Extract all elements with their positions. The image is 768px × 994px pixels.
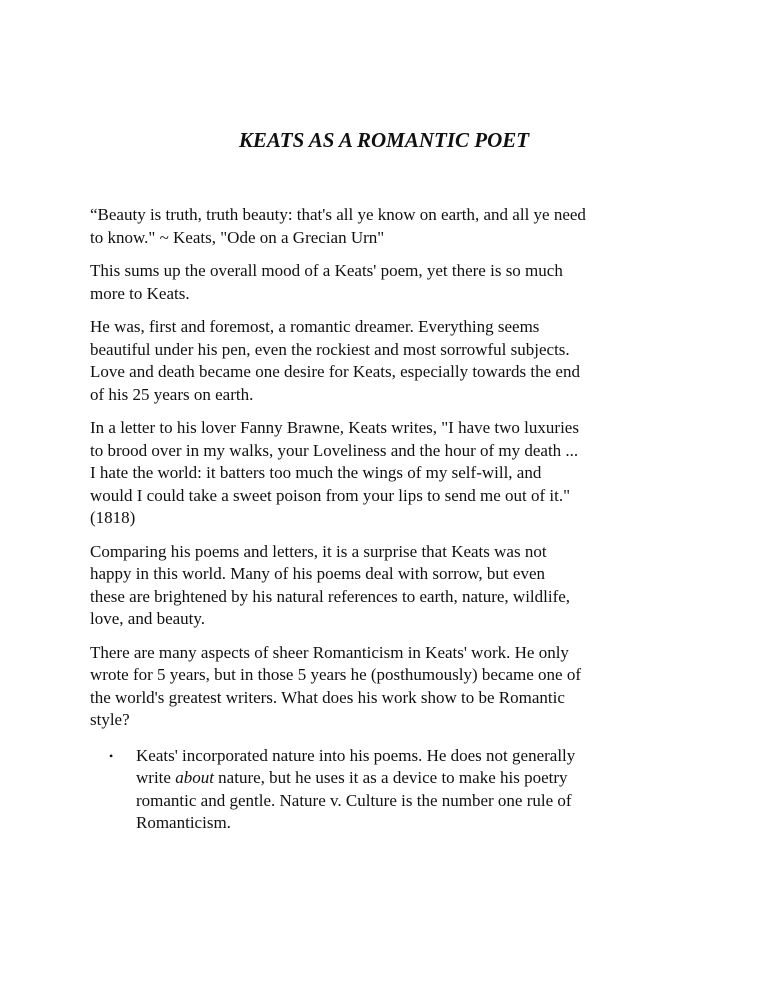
text-line: happy in this world. Many of his poems deal with sorrow, but even	[90, 564, 545, 583]
text-line: “Beauty is truth, truth beauty: that's all ye know on earth, and all ye need	[90, 205, 586, 224]
list-item	[90, 745, 690, 835]
text-line	[136, 767, 690, 790]
quote-paragraph	[90, 204, 690, 249]
paragraph	[90, 260, 690, 305]
text-line: beautiful under his pen, even the rockiest and most sorrowful subjects.	[90, 339, 570, 359]
emphasis-text: about	[175, 768, 214, 787]
text-run: write	[136, 768, 176, 787]
text-line: He was, first and foremost, a romantic dreamer. Everything seems	[90, 317, 540, 336]
text-line: to brood over in my walks, your Loveliness and the hour of my death ...	[90, 440, 579, 460]
text-line: to know." ~ Keats, "Ode on a Grecian Urn"	[90, 227, 385, 247]
paragraph	[90, 417, 690, 530]
text-line: these are brightened by his natural references to earth, nature, wildlife,	[90, 586, 571, 606]
text-line: There are many aspects of sheer Romanticism in Keats' work. He only	[90, 642, 569, 662]
text-run: nature, but he uses it as a device to make his poetry	[213, 768, 568, 787]
paragraph	[90, 316, 690, 406]
bullet-list	[90, 745, 690, 835]
text-line: love, and beauty.	[90, 609, 206, 628]
text-line: (1818)	[90, 508, 136, 527]
text-line: romantic and gentle. Nature v. Culture is the number one rule of	[136, 790, 572, 810]
text-line: I hate the world: it batters too much the wings of my self-will, and	[90, 463, 542, 482]
document-title: KEATS AS A ROMANTIC POET	[238, 128, 530, 152]
document-body	[90, 204, 690, 835]
paragraph	[90, 642, 690, 732]
text-line: more to Keats.	[90, 283, 190, 303]
text-line: wrote for 5 years, but in those 5 years he (posthumously) became one of	[90, 665, 581, 684]
text-line: the world's greatest writers. What does his work show to be Romantic	[90, 687, 565, 707]
text-line: style?	[90, 710, 130, 729]
text-line: of his 25 years on earth.	[90, 384, 254, 404]
paragraph	[90, 541, 690, 631]
text-line: Romanticism.	[136, 813, 231, 832]
text-line: Comparing his poems and letters, it is a surprise that Keats was not	[90, 541, 547, 561]
text-line: would I could take a sweet poison from your lips to send me out of it."	[90, 485, 571, 505]
text-line: In a letter to his lover Fanny Brawne, Keats writes, "I have two luxuries	[90, 418, 579, 437]
bullet-icon: •	[109, 748, 114, 763]
text-line: Love and death became one desire for Keats, especially towards the end	[90, 362, 580, 381]
text-line: This sums up the overall mood of a Keats' poem, yet there is so much	[90, 261, 563, 280]
text-line: Keats' incorporated nature into his poems. He does not generally	[136, 745, 576, 765]
